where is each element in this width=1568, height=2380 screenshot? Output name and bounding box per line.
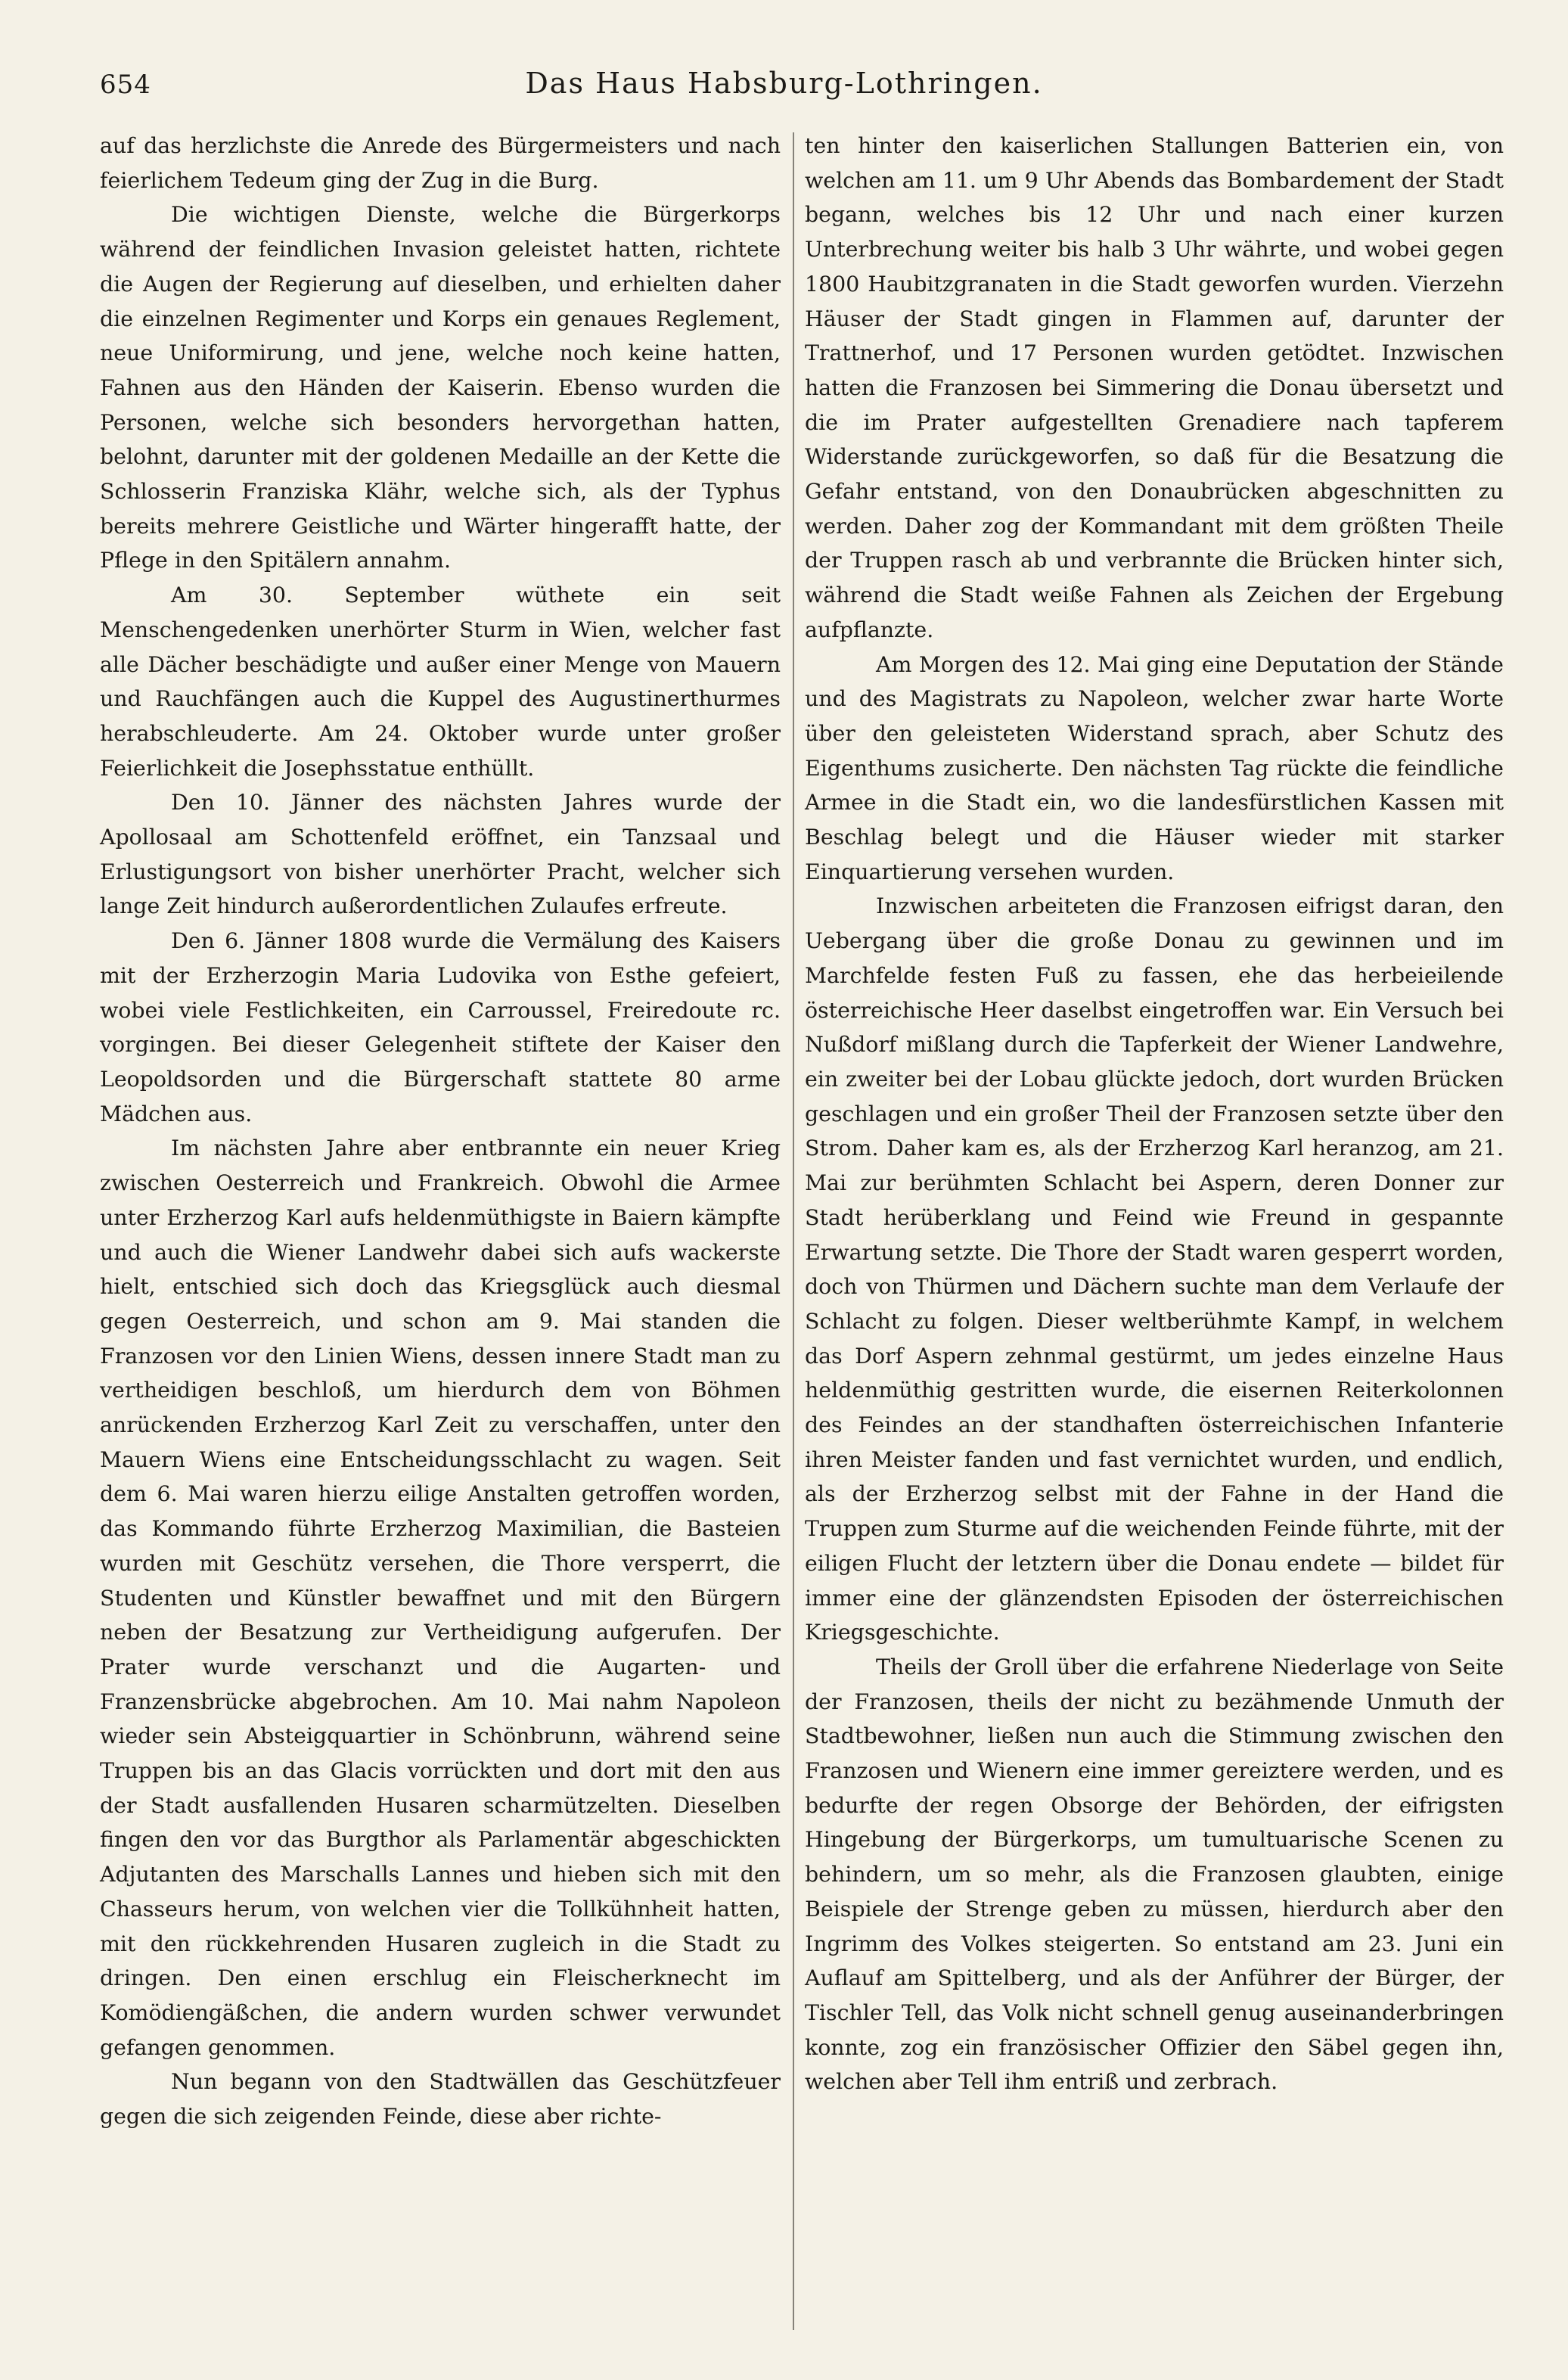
paragraph: Theils der Groll über die erfahrene Niederlage von Seite der Franzosen, theils der nicht zu bezähmende Unmuth der Stadtbewohner, ließen nun auch die Stimmung zwischen den Franzosen und Wienern eine immer gereiztere werden, und es bedurfte der regen Obsorge der Behörden, der eifrigsten Hingebung der Bürgerkorps, um tumultuarische Scenen zu behindern, um so mehr, als die Franzosen glaubten, einige Beispiele der Strenge geben zu müssen, hierdurch aber den Ingrimm des Volkes steigerten. So entstand am 23. Juni ein Auflauf am Spittelberg, und als der Anführer der Bürger, der Tischler Tell, das Volk nicht schnell genug auseinanderbringen konnte, zog ein französischer Offizier den Säbel gegen ihn, welchen aber Tell ihm entriß und zerbrach. bbox=[805, 1654, 1504, 2095]
paragraph: Den 6. Jänner 1808 wurde die Vermälung des Kaisers mit der Erzherzogin Maria Ludovika von Esthe gefeiert, wobei viele Festlichkeiten, ein Carroussel, Freiredoute rc. vorgingen. Bei dieser Gelegenheit stiftete der Kaiser den Leopoldsorden und die Bürgerschaft stattete 80 arme Mädchen aus. bbox=[100, 928, 781, 1126]
paragraph: Am 30. September wüthete ein seit Menschengedenken unerhörter Sturm in Wien, welcher fast alle Dächer beschädigte und außer einer Menge von Mauern und Rauchfängen auch die Kuppel des Augustinerthurmes herabschleuderte. Am 24. Oktober wurde unter großer Feierlichkeit die Josephsstatue enthüllt. bbox=[100, 583, 781, 781]
paragraph: ten hinter den kaiserlichen Stallungen Batterien ein, von welchen am 11. um 9 Uhr Abends das Bombardement der Stadt begann, welches bis 12 Uhr und nach einer kurzen Unterbrechung weiter bis halb 3 Uhr währte, und wobei gegen 1800 Haubitzgranaten in die Stadt geworfen wurden. Vierzehn Häuser der Stadt gingen in Flammen auf, darunter der Trattnerhof, und 17 Personen wurden getödtet. Inzwischen hatten die Franzosen bei Simmering die Donau übersetzt und die im Prater aufgestellten Grenadiere nach tapferem Widerstande zurückgeworfen, so daß für die Besatzung die Gefahr entstand, von den Donaubrücken abgeschnitten zu werden. Daher zog der Kommandant mit dem größten Theile der Truppen rasch ab und verbrannte die Brücken hinter sich, während die Stadt weiße Fahnen als Zeichen der Ergebung aufpflanzte. bbox=[805, 133, 1504, 642]
paragraph: Nun begann von den Stadtwällen das Geschützfeuer gegen die sich zeigenden Feinde, diese aber richte- bbox=[100, 2069, 781, 2130]
column-divider bbox=[793, 132, 794, 2330]
left-column bbox=[100, 129, 781, 2134]
running-title: Das Haus Habsburg-Lothringen. bbox=[525, 67, 1043, 100]
page-number: 654 bbox=[100, 70, 151, 100]
paragraph: auf das herzlichste die Anrede des Bürgermeisters und nach feierlichem Tedeum ging der Zug in die Burg. bbox=[100, 133, 781, 193]
paragraph: Im nächsten Jahre aber entbrannte ein neuer Krieg zwischen Oesterreich und Frankreich. Obwohl die Armee unter Erzherzog Karl aufs heldenmüthigste in Baiern kämpfte und auch die Wiener Landwehr dabei sich aufs wackerste hielt, entschied sich doch das Kriegsglück auch diesmal gegen Oesterreich, und schon am 9. Mai standen die Franzosen vor den Linien Wiens, dessen innere Stadt man zu vertheidigen beschloß, um hierdurch dem von Böhmen anrückenden Erzherzog Karl Zeit zu verschaffen, unter den Mauern Wiens eine Entscheidungsschlacht zu wagen. Seit dem 6. Mai waren hierzu eilige Anstalten getroffen worden, das Kommando führte Erzherzog Maximilian, die Basteien wurden mit Geschütz versehen, die Thore versperrt, die Studenten und Künstler bewaffnet und mit den Bürgern neben der Besatzung zur Vertheidigung aufgerufen. Der Prater wurde verschanzt und die Augarten- und Franzensbrücke abgebrochen. Am 10. Mai nahm Napoleon wieder sein Absteigquartier in Schönbrunn, während seine Truppen bis an das Glacis vorrückten und dort mit den aus der Stadt ausfallenden Husaren scharmützelten. Dieselben fingen den vor das Burgthor als Parlamentär abgeschickten Adjutanten des Marschalls Lannes und hieben sich mit den Chasseurs herum, von welchen vier die Tollkühnheit hatten, mit den rückkehrenden Husaren zugleich in die Stadt zu dringen. Den einen erschlug ein Fleischerknecht im Komödiengäßchen, die andern wurden schwer verwundet gefangen genommen. bbox=[100, 1136, 781, 2060]
right-column bbox=[805, 129, 1504, 2099]
paragraph: Inzwischen arbeiteten die Franzosen eifrigst daran, den Uebergang über die große Donau zu gewinnen und im Marchfelde festen Fuß zu fassen, ehe das herbeieilende österreichische Heer daselbst eingetroffen war. Ein Versuch bei Nußdorf mißlang durch die Tapferkeit der Wiener Landwehre, ein zweiter bei der Lobau glückte jedoch, dort wurden Brücken geschlagen und ein großer Theil der Franzosen setzte über den Strom. Daher kam es, als der Erzherzog Karl heranzog, am 21. Mai zur berühmten Schlacht bei Aspern, deren Donner zur Stadt herüberklang und Feind wie Freund in gespannte Erwartung setzte. Die Thore der Stadt waren gesperrt worden, doch von Thürmen und Dächern suchte man dem Verlaufe der Schlacht zu folgen. Dieser weltberühmte Kampf, in welchem das Dorf Aspern zehnmal gestürmt, um jedes einzelne Haus heldenmüthig gestritten wurde, die eisernen Reiterkolonnen des Feindes an der standhaften österreichischen Infanterie ihren Meister fanden und fast vernichtet wurden, und endlich, als der Erzherzog selbst mit der Fahne in der Hand die Truppen zum Sturme auf die weichenden Feinde führte, mit der eiligen Flucht der letztern über die Donau endete — bildet für immer eine der glänzendsten Episoden der österreichischen Kriegsgeschichte. bbox=[805, 893, 1504, 1645]
paragraph: Am Morgen des 12. Mai ging eine Deputation der Stände und des Magistrats zu Napoleon, welcher zwar harte Worte über den geleisteten Widerstand sprach, aber Schutz des Eigenthums zusicherte. Den nächsten Tag rückte die feindliche Armee in die Stadt ein, wo die landesfürstlichen Kassen mit Beschlag belegt und die Häuser wieder mit starker Einquartierung versehen wurden. bbox=[805, 651, 1504, 884]
paragraph: Den 10. Jänner des nächsten Jahres wurde der Apollosaal am Schottenfeld eröffnet, ein Tanzsaal und Erlustigungsort von bisher unerhörter Pracht, welcher sich lange Zeit hindurch außerordentlichen Zulaufes erfreute. bbox=[100, 790, 781, 919]
paragraph: Die wichtigen Dienste, welche die Bürgerkorps während der feindlichen Invasion geleistet hatten, richtete die Augen der Regierung auf dieselben, und erhielten daher die einzelnen Regimenter und Korps ein genaues Reglement, neue Uniformirung, und jene, welche noch keine hatten, Fahnen aus den Händen der Kaiserin. Ebenso wurden die Personen, welche sich besonders hervorgethan hatten, belohnt, darunter mit der goldenen Medaille an der Kette die Schlosserin Franziska Klähr, welche sich, als der Typhus bereits mehrere Geistliche und Wärter hingerafft hatte, der Pflege in den Spitälern annahm. bbox=[100, 202, 781, 573]
